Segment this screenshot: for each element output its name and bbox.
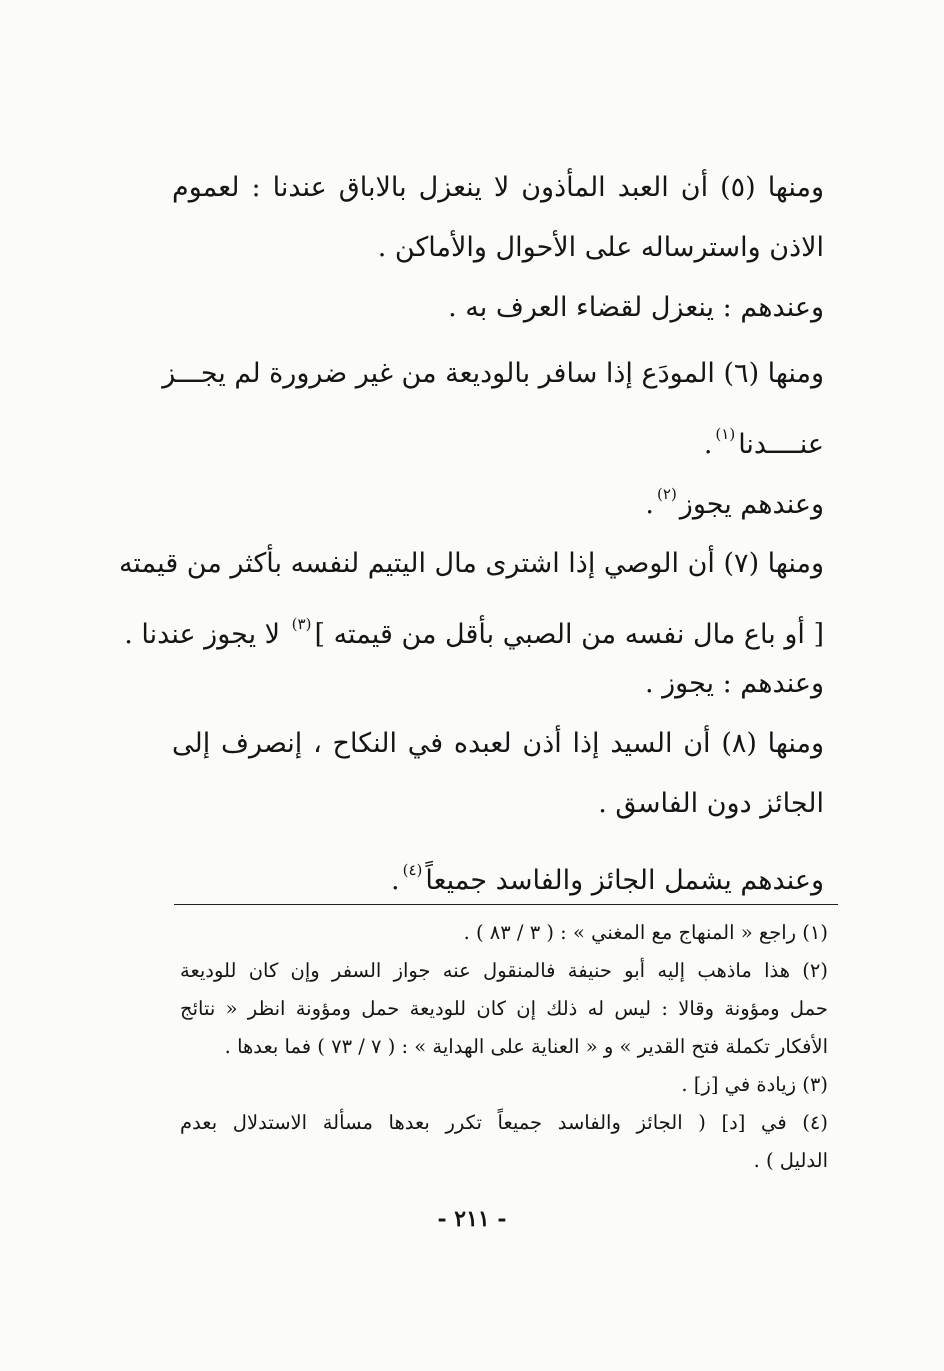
text-line: وعندهم : ينعزل لقضاء العرف به . bbox=[448, 292, 824, 323]
page-number: - ٢١١ - bbox=[437, 1206, 507, 1232]
footnote-ref: (١) bbox=[715, 425, 736, 443]
text-line: وعندهم : يجوز . bbox=[644, 668, 824, 699]
footnotes bbox=[180, 914, 828, 1180]
footnote-line: الأفكار تكملة فتح القدير » و « العناية على الهداية » : ( ٧ / ٧٣ ) فما بعدها . bbox=[224, 1035, 828, 1058]
footnote-line: (٣) زيادة في [ز] . bbox=[681, 1073, 828, 1096]
text-line: وعندهم يجوز$^{(٢)}$. bbox=[645, 485, 824, 520]
footnote-separator bbox=[174, 904, 838, 905]
text-line: ومنها (٦) المودَع إذا سافر بالوديعة من غير ضرورة لم يجـــز bbox=[162, 358, 824, 389]
footnote-line: (٤) في [د] ( الجائز والفاسد جميعاً تكرر بعدها مسألة الاستدلال بعدم bbox=[180, 1111, 828, 1134]
footnote-line: حمل ومؤونة وقالا : ليس له ذلك إن كان للوديعة حمل ومؤونة انظر « نتائج bbox=[180, 997, 828, 1020]
text-line: ومنها (٨) أن السيد إذا أذن لعبده في النكاح ، إنصرف إلى bbox=[172, 728, 824, 759]
footnote-ref: (٢) bbox=[657, 485, 677, 503]
text-line: [ أو باع مال نفسه من الصبي بأقل من قيمته ]$^{(٣)}$ لا يجوز عندنا . bbox=[124, 615, 824, 650]
footnote-ref: (٣) bbox=[291, 615, 312, 633]
footnote-line: الدليل ) . bbox=[753, 1149, 828, 1172]
text-line: ومنها (٥) أن العبد المأذون لا ينعزل بالاباق عندنا : لعموم bbox=[172, 172, 825, 203]
text-line: الجائز دون الفاسق . bbox=[598, 788, 824, 819]
footnote-line: (١) راجع « المنهاج مع المغني » : ( ٣ / ٨٣ ) . bbox=[463, 921, 828, 944]
text-line: ومنها (٧) أن الوصي إذا اشترى مال اليتيم لنفسه بأكثر من قيمته bbox=[118, 548, 824, 579]
text-line: الاذن واسترساله على الأحوال والأماكن . bbox=[377, 232, 824, 263]
footnote-ref: (٤) bbox=[402, 861, 423, 879]
main-text bbox=[118, 158, 825, 900]
text-line: وعندهم يشمل الجائز والفاسد جميعاً$^{(٤)}$. bbox=[391, 861, 824, 896]
footnote-line: (٢) هذا ماذهب إليه أبو حنيفة فالمنقول عنه جواز السفر وإن كان للوديعة bbox=[180, 959, 828, 982]
text-line: عنــــدنا$^{(١)}$. bbox=[703, 425, 824, 460]
